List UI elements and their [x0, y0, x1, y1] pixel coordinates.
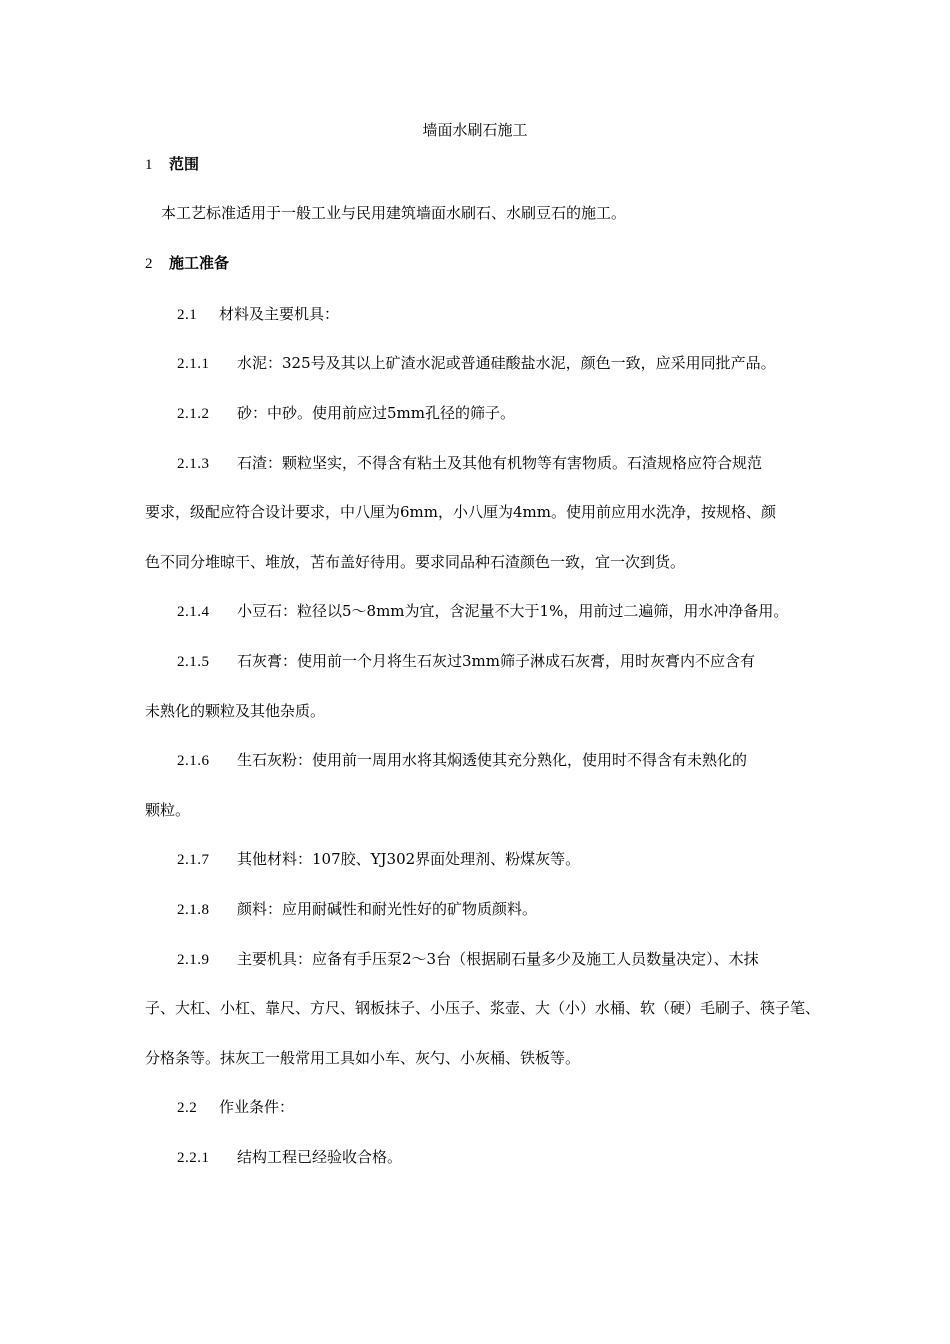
section-title: 施工准备: [169, 254, 230, 272]
clause-number: 2.1.2: [177, 406, 210, 422]
clause-text: 颜料：应用耐碱性和耐光性好的矿物质颜料。: [237, 900, 538, 918]
section-number: 1: [145, 157, 153, 173]
clause-2-1: [145, 302, 842, 327]
clause-text: 作业条件：: [219, 1098, 295, 1116]
clause-text: 石渣：颗粒坚实，不得含有粘土及其他有机物等有害物质。石渣规格应符合规范: [237, 454, 763, 472]
clause-2-1-3: [145, 451, 842, 476]
clause-number: 2.2.1: [177, 1150, 210, 1166]
clause-2-1-9: [145, 947, 842, 972]
clause-text: 主要机具：应备有手压泵2～3台（根据刷石量多少及施工人员数量决定）、木抹: [237, 950, 759, 968]
clause-2-1-6-line-2: 颗粒。: [145, 801, 191, 819]
clause-2-1-5: [145, 649, 842, 674]
clause-text: 结构工程已经验收合格。: [237, 1148, 403, 1166]
clause-2-2: [145, 1095, 842, 1120]
clause-number: 2.1.4: [177, 604, 210, 620]
clause-2-1-5-line-2: 未熟化的颗粒及其他杂质。: [145, 702, 326, 720]
section-1-text: 本工艺标准适用于一般工业与民用建筑墙面水刷石、水刷豆石的施工。: [161, 204, 627, 222]
clause-2-1-6: [145, 748, 842, 773]
clause-2-1-3-line-2: 要求，级配应符合设计要求，中八厘为6mm，小八厘为4mm。使用前应用水洗净，按规格、颜: [145, 503, 776, 521]
clause-2-1-9-line-2: 子、大杠、小杠、靠尺、方尺、钢板抹子、小压子、浆壶、大（小）水桶、软（硬）毛刷子、筷子笔、: [145, 999, 821, 1017]
clause-text: 石灰膏：使用前一个月将生石灰过3mm筛子淋成石灰膏，用时灰膏内不应含有: [237, 652, 755, 670]
section-title: 范围: [169, 155, 200, 173]
clause-number: 2.1.7: [177, 852, 210, 868]
clause-2-1-7: [145, 847, 842, 872]
clause-2-1-8: [145, 897, 842, 922]
document-title: 墙面水刷石施工: [422, 121, 528, 139]
clause-text: 材料及主要机具：: [219, 305, 340, 323]
clause-2-1-9-line-3: 分格条等。抹灰工一般常用工具如小车、灰勺、小灰桶、铁板等。: [145, 1049, 581, 1067]
clause-text: 其他材料：107胶、YJ302界面处理剂、粉煤灰等。: [237, 850, 581, 868]
clause-number: 2.1.9: [177, 952, 210, 968]
clause-text: 砂：中砂。使用前应过5mm孔径的筛子。: [237, 404, 515, 422]
clause-number: 2.1.5: [177, 654, 210, 670]
clause-text: 生石灰粉：使用前一周用水将其焖透使其充分熟化，使用时不得含有未熟化的: [237, 751, 748, 769]
clause-number: 2.1.8: [177, 902, 210, 918]
clause-2-1-1: [145, 351, 842, 376]
clause-number: 2.1.6: [177, 753, 210, 769]
section-1-heading: [145, 152, 199, 177]
clause-2-1-2: [145, 401, 842, 426]
clause-2-2-1: [145, 1145, 842, 1170]
clause-number: 2.1.1: [177, 356, 210, 372]
clause-2-1-3-line-3: 色不同分堆晾干、堆放，苫布盖好待用。要求同品种石渣颜色一致，宜一次到货。: [145, 553, 686, 571]
clause-2-1-4: [145, 599, 842, 624]
clause-text: 水泥：325号及其以上矿渣水泥或普通硅酸盐水泥，颜色一致，应采用同批产品。: [237, 354, 776, 372]
clause-text: 小豆石：粒径以5～8mm为宜，含泥量不大于1%，用前过二遍筛，用水冲净备用。: [237, 602, 789, 620]
clause-number: 2.1.3: [177, 456, 210, 472]
clause-number: 2.2: [177, 1100, 198, 1116]
section-2-heading: [145, 251, 229, 276]
clause-number: 2.1: [177, 307, 198, 323]
section-number: 2: [145, 256, 153, 272]
